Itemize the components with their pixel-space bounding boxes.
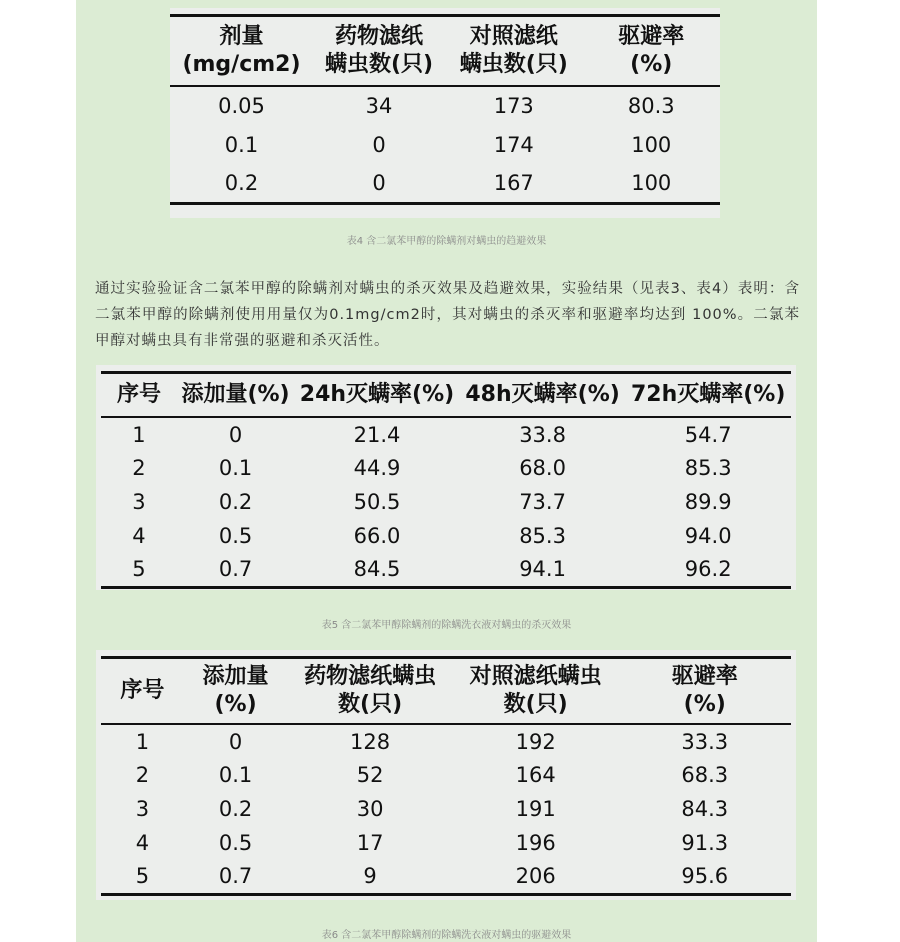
- table-row: [170, 164, 720, 203]
- table-row: [170, 86, 720, 125]
- table4-header-control-paper-line2: 螨虫数(只): [459, 52, 568, 77]
- table-row: [101, 519, 791, 553]
- table4-header-dose-line1: 剂量: [219, 24, 264, 49]
- table-cell: 0: [372, 170, 386, 195]
- table-row: [101, 724, 791, 758]
- table-cell: 0: [228, 729, 243, 754]
- table6-image: [96, 650, 796, 900]
- table-row: [101, 485, 791, 519]
- table-cell: 2: [132, 456, 146, 480]
- table-cell: 0.1: [224, 132, 259, 157]
- table6-header-control-paper: [453, 658, 619, 725]
- table-cell: 0: [372, 132, 386, 157]
- table-cell: 30: [356, 797, 384, 821]
- table-cell: 85.3: [684, 456, 732, 480]
- table-cell: 80.3: [627, 94, 675, 118]
- table-cell: 85.3: [519, 524, 566, 548]
- table-cell: 0.2: [218, 797, 253, 821]
- table-cell: 68.0: [519, 456, 566, 480]
- table-cell: 54.7: [684, 422, 732, 447]
- table-row: [101, 758, 791, 792]
- table4-header-drug-paper-line1: 药物滤纸: [334, 24, 423, 49]
- table4-header-repel-rate-line2: (%): [630, 52, 673, 77]
- table-cell: 0.7: [218, 864, 253, 889]
- table-row: [101, 792, 791, 826]
- table5-header-24h: 24h灭螨率(%): [299, 382, 455, 407]
- table6-header-repel-rate-line2: (%): [683, 692, 726, 717]
- table5-header-72h: 72h灭螨率(%): [630, 382, 786, 407]
- table-cell: 66.0: [353, 524, 401, 548]
- table-cell: 5: [135, 864, 150, 889]
- table4-header-repel-rate-line1: 驱避率: [618, 24, 685, 49]
- table-cell: 44.9: [353, 456, 401, 480]
- table-row: [101, 860, 791, 894]
- table-cell: 9: [363, 864, 377, 889]
- table-cell: 100: [631, 132, 672, 157]
- table-cell: 94.0: [684, 524, 732, 548]
- table5-header-row: [101, 373, 791, 418]
- table-cell: 0.7: [218, 557, 253, 582]
- table-cell: 33.3: [681, 729, 729, 754]
- table5-header-48h: 48h灭螨率(%): [465, 382, 620, 407]
- table-cell: 84.5: [353, 557, 401, 582]
- table4-image: [170, 8, 720, 218]
- table4-header-drug-paper-line2: 螨虫数(只): [324, 52, 434, 77]
- table-cell: 1: [135, 729, 150, 754]
- table5: [101, 371, 791, 589]
- table6-header-control-paper-line2: 数(只): [503, 692, 568, 717]
- table-cell: 84.3: [681, 797, 729, 821]
- table-cell: 52: [356, 763, 384, 787]
- table6-header-amount: [184, 658, 288, 725]
- table-cell: 91.3: [681, 831, 729, 855]
- table-cell: 0.5: [218, 831, 253, 855]
- table-cell: 0.5: [218, 524, 253, 548]
- table6: [101, 656, 791, 896]
- table-cell: 206: [515, 864, 556, 889]
- table4-header-dose: [170, 16, 313, 87]
- table-cell: 164: [515, 763, 556, 787]
- table-cell: 174: [493, 132, 534, 157]
- table-cell: 34: [365, 94, 393, 118]
- table-cell: 68.3: [681, 763, 729, 787]
- table4-header-control-paper: [445, 16, 583, 87]
- table5-image: [96, 365, 796, 590]
- table-cell: 0.2: [224, 170, 259, 195]
- table-cell: 21.4: [353, 422, 401, 447]
- table6-header-repel-rate-line1: 驱避率: [671, 664, 738, 689]
- table-cell: 0.05: [218, 94, 265, 118]
- table6-header-control-paper-line1: 对照滤纸螨虫: [469, 664, 602, 689]
- table-cell: 33.8: [519, 422, 566, 447]
- table-row: [170, 125, 720, 164]
- table-cell: 73.7: [519, 490, 566, 514]
- table4-header-control-paper-line1: 对照滤纸: [469, 24, 558, 49]
- table5-caption: 表5 含二氯苯甲醇除螨剂的除螨洗衣液对螨虫的杀灭效果: [321, 620, 572, 631]
- table6-header-drug-paper: [287, 658, 453, 725]
- table-cell: 0.1: [218, 456, 253, 480]
- table4: [170, 14, 720, 205]
- table-row: [101, 553, 791, 587]
- table4-caption: 表4 含二氯苯甲醇的除螨剂对螨虫的趋避效果: [346, 236, 547, 247]
- table-cell: 2: [135, 763, 150, 787]
- table-cell: 0.1: [218, 763, 253, 787]
- table-cell: 0.2: [218, 490, 253, 514]
- table-cell: 128: [350, 729, 391, 754]
- table-cell: 3: [132, 490, 146, 514]
- table-cell: 89.9: [684, 490, 732, 514]
- table4-header-row: [170, 16, 720, 87]
- table-cell: 3: [135, 797, 150, 821]
- table-cell: 100: [631, 170, 672, 195]
- table-cell: 191: [515, 797, 556, 821]
- table6-header-repel-rate: [618, 658, 791, 725]
- table5-header-amount: 添加量(%): [181, 382, 290, 407]
- table-row: [101, 826, 791, 860]
- table-cell: 1: [132, 422, 146, 447]
- table-cell: 196: [515, 831, 556, 855]
- body-paragraph: 通过实验验证含二氯苯甲醇的除螨剂对螨虫的杀灭效果及趋避效果，实验结果（见表3、表4）表明：含二氯苯甲醇的除螨剂使用用量仅为0.1mg/cm2时，其对螨虫的杀灭率和驱避率均达到 100%。二氯苯甲醇对螨虫具有非常强的驱避和杀灭活性。: [95, 281, 800, 349]
- table-cell: 192: [515, 729, 556, 754]
- table-cell: 4: [135, 831, 150, 855]
- table6-header-row: [101, 658, 791, 725]
- table-cell: 5: [132, 557, 146, 582]
- table-cell: 0: [228, 422, 243, 447]
- table6-header-index: [101, 658, 184, 725]
- table5-header-index: 序号: [116, 382, 161, 407]
- table-cell: 4: [132, 524, 146, 548]
- table6-header-index-line1: 序号: [120, 678, 165, 703]
- table-row: [101, 451, 791, 485]
- table-cell: 17: [356, 831, 384, 855]
- table-cell: 95.6: [681, 864, 729, 889]
- table6-header-amount-line2: (%): [214, 692, 257, 717]
- table6-header-amount-line1: 添加量: [202, 664, 269, 689]
- table6-header-drug-paper-line1: 药物滤纸螨虫: [304, 664, 437, 689]
- table4-header-drug-paper: [313, 16, 445, 87]
- table-cell: 94.1: [519, 557, 566, 582]
- table4-header-dose-line2: (mg/cm2): [182, 52, 301, 77]
- table6-caption: 表6 含二氯苯甲醇除螨剂的除螨洗衣液对螨虫的驱避效果: [321, 930, 572, 941]
- table-cell: 96.2: [684, 557, 732, 582]
- table6-header-drug-paper-line2: 数(只): [338, 692, 403, 717]
- table-cell: 167: [493, 170, 534, 195]
- table-cell: 50.5: [353, 490, 401, 514]
- table4-header-repel-rate: [583, 16, 721, 87]
- table-cell: 173: [493, 94, 534, 118]
- table-row: [101, 417, 791, 451]
